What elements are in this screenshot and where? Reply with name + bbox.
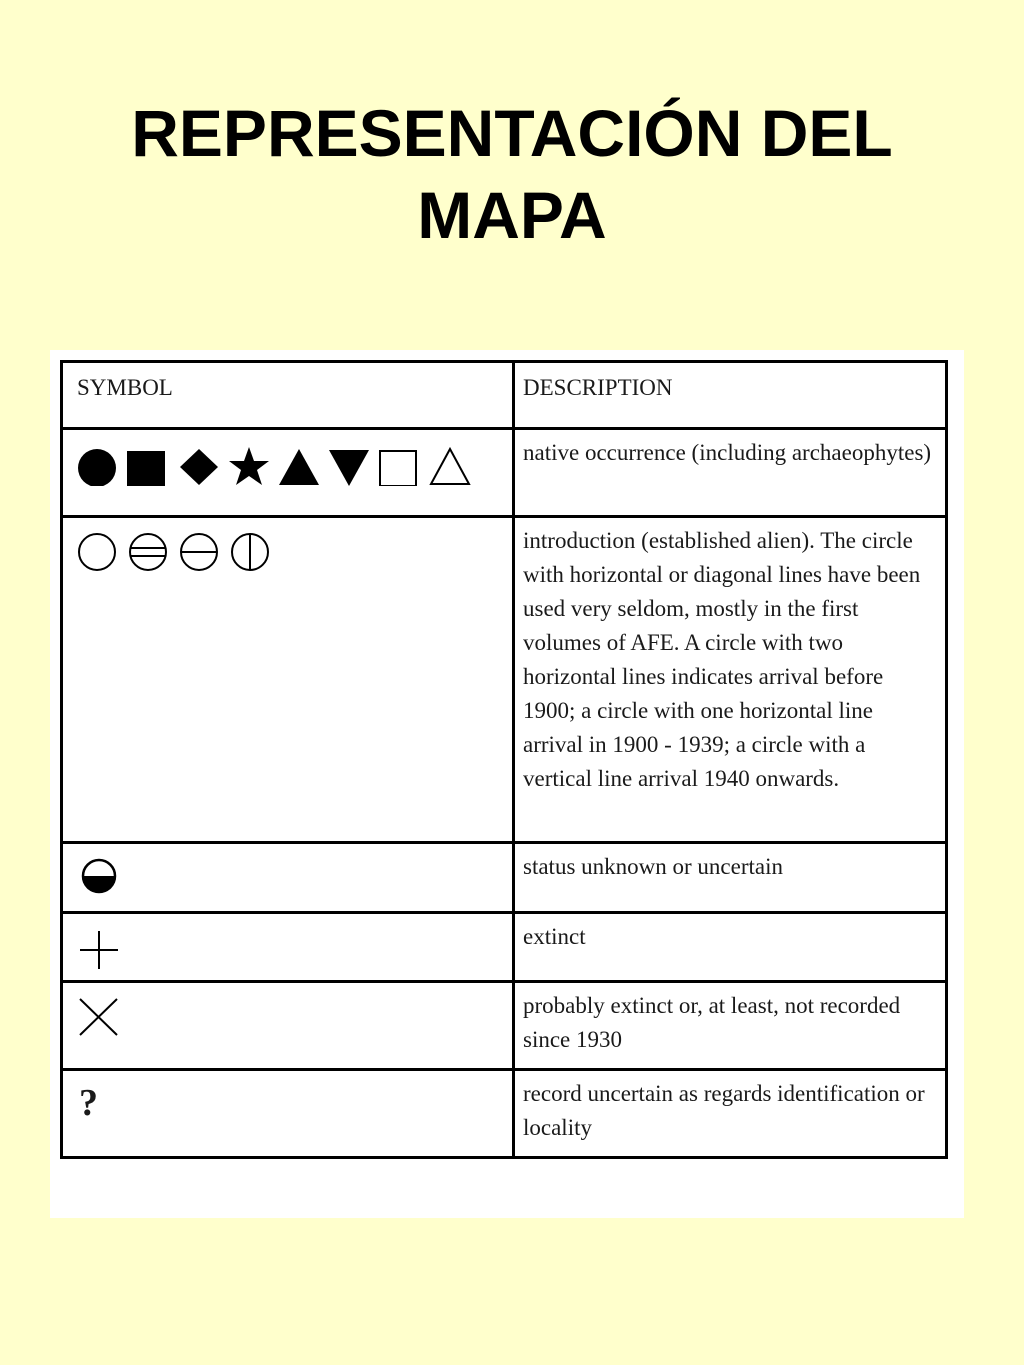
open-triangle-icon — [431, 449, 469, 484]
filled-diamond-icon — [180, 449, 218, 485]
table-row — [62, 429, 947, 517]
symbol-cell — [62, 843, 514, 913]
description-cell: probably extinct or, at least, not recorded since 1930 — [514, 982, 947, 1070]
slide-title-line-2: MAPA — [417, 178, 607, 252]
half-filled-circle-icon — [77, 856, 121, 896]
symbol-cell — [62, 517, 514, 843]
symbol-cell — [62, 1070, 514, 1158]
slide-title — [0, 92, 1024, 256]
table-row — [62, 913, 947, 982]
open-square-icon — [380, 451, 416, 486]
open-circle-icon — [79, 534, 115, 570]
table-row — [62, 1070, 947, 1158]
filled-circle-icon — [78, 449, 116, 486]
table-row — [62, 517, 947, 843]
circle-vertical-line-icon — [232, 534, 268, 570]
symbol-cell — [62, 982, 514, 1070]
circle-two-horizontal-lines-icon — [130, 534, 166, 570]
filled-triangle-down-icon — [329, 450, 369, 486]
table-header-row — [62, 362, 947, 429]
filled-star-icon — [229, 447, 269, 485]
symbol-column-header: SYMBOL — [62, 362, 514, 429]
circle-one-horizontal-line-icon — [181, 534, 217, 570]
legend-table-panel — [50, 350, 964, 1218]
description-cell: status unknown or uncertain — [514, 843, 947, 913]
slide-title-line-1: REPRESENTACIÓN DEL — [131, 96, 893, 170]
description-cell: introduction (established alien). The circle with horizontal or diagonal lines have been used very seldom, mostly in the first volumes of AFE. A circle with two horizontal lines indicates arrival before 1900; a circle with one horizontal line arrival in 1900 - 1939; a circle with a vertical line arrival 1940 onwards. — [514, 517, 947, 843]
description-cell: record uncertain as regards identification or locality — [514, 1070, 947, 1158]
question-mark-icon: ? — [79, 1082, 98, 1124]
native-symbols — [77, 442, 502, 486]
table-row — [62, 982, 947, 1070]
legend-table — [60, 360, 948, 1159]
description-column-header: DESCRIPTION — [514, 362, 947, 429]
description-cell: native occurrence (including archaeophytes) — [514, 429, 947, 517]
table-row — [62, 843, 947, 913]
plus-icon — [77, 926, 121, 970]
x-cross-icon — [77, 995, 121, 1039]
filled-square-icon — [127, 451, 165, 486]
symbol-cell — [62, 429, 514, 517]
introduction-symbols — [77, 530, 502, 574]
filled-triangle-up-icon — [279, 449, 319, 485]
description-cell: extinct — [514, 913, 947, 982]
symbol-cell — [62, 913, 514, 982]
